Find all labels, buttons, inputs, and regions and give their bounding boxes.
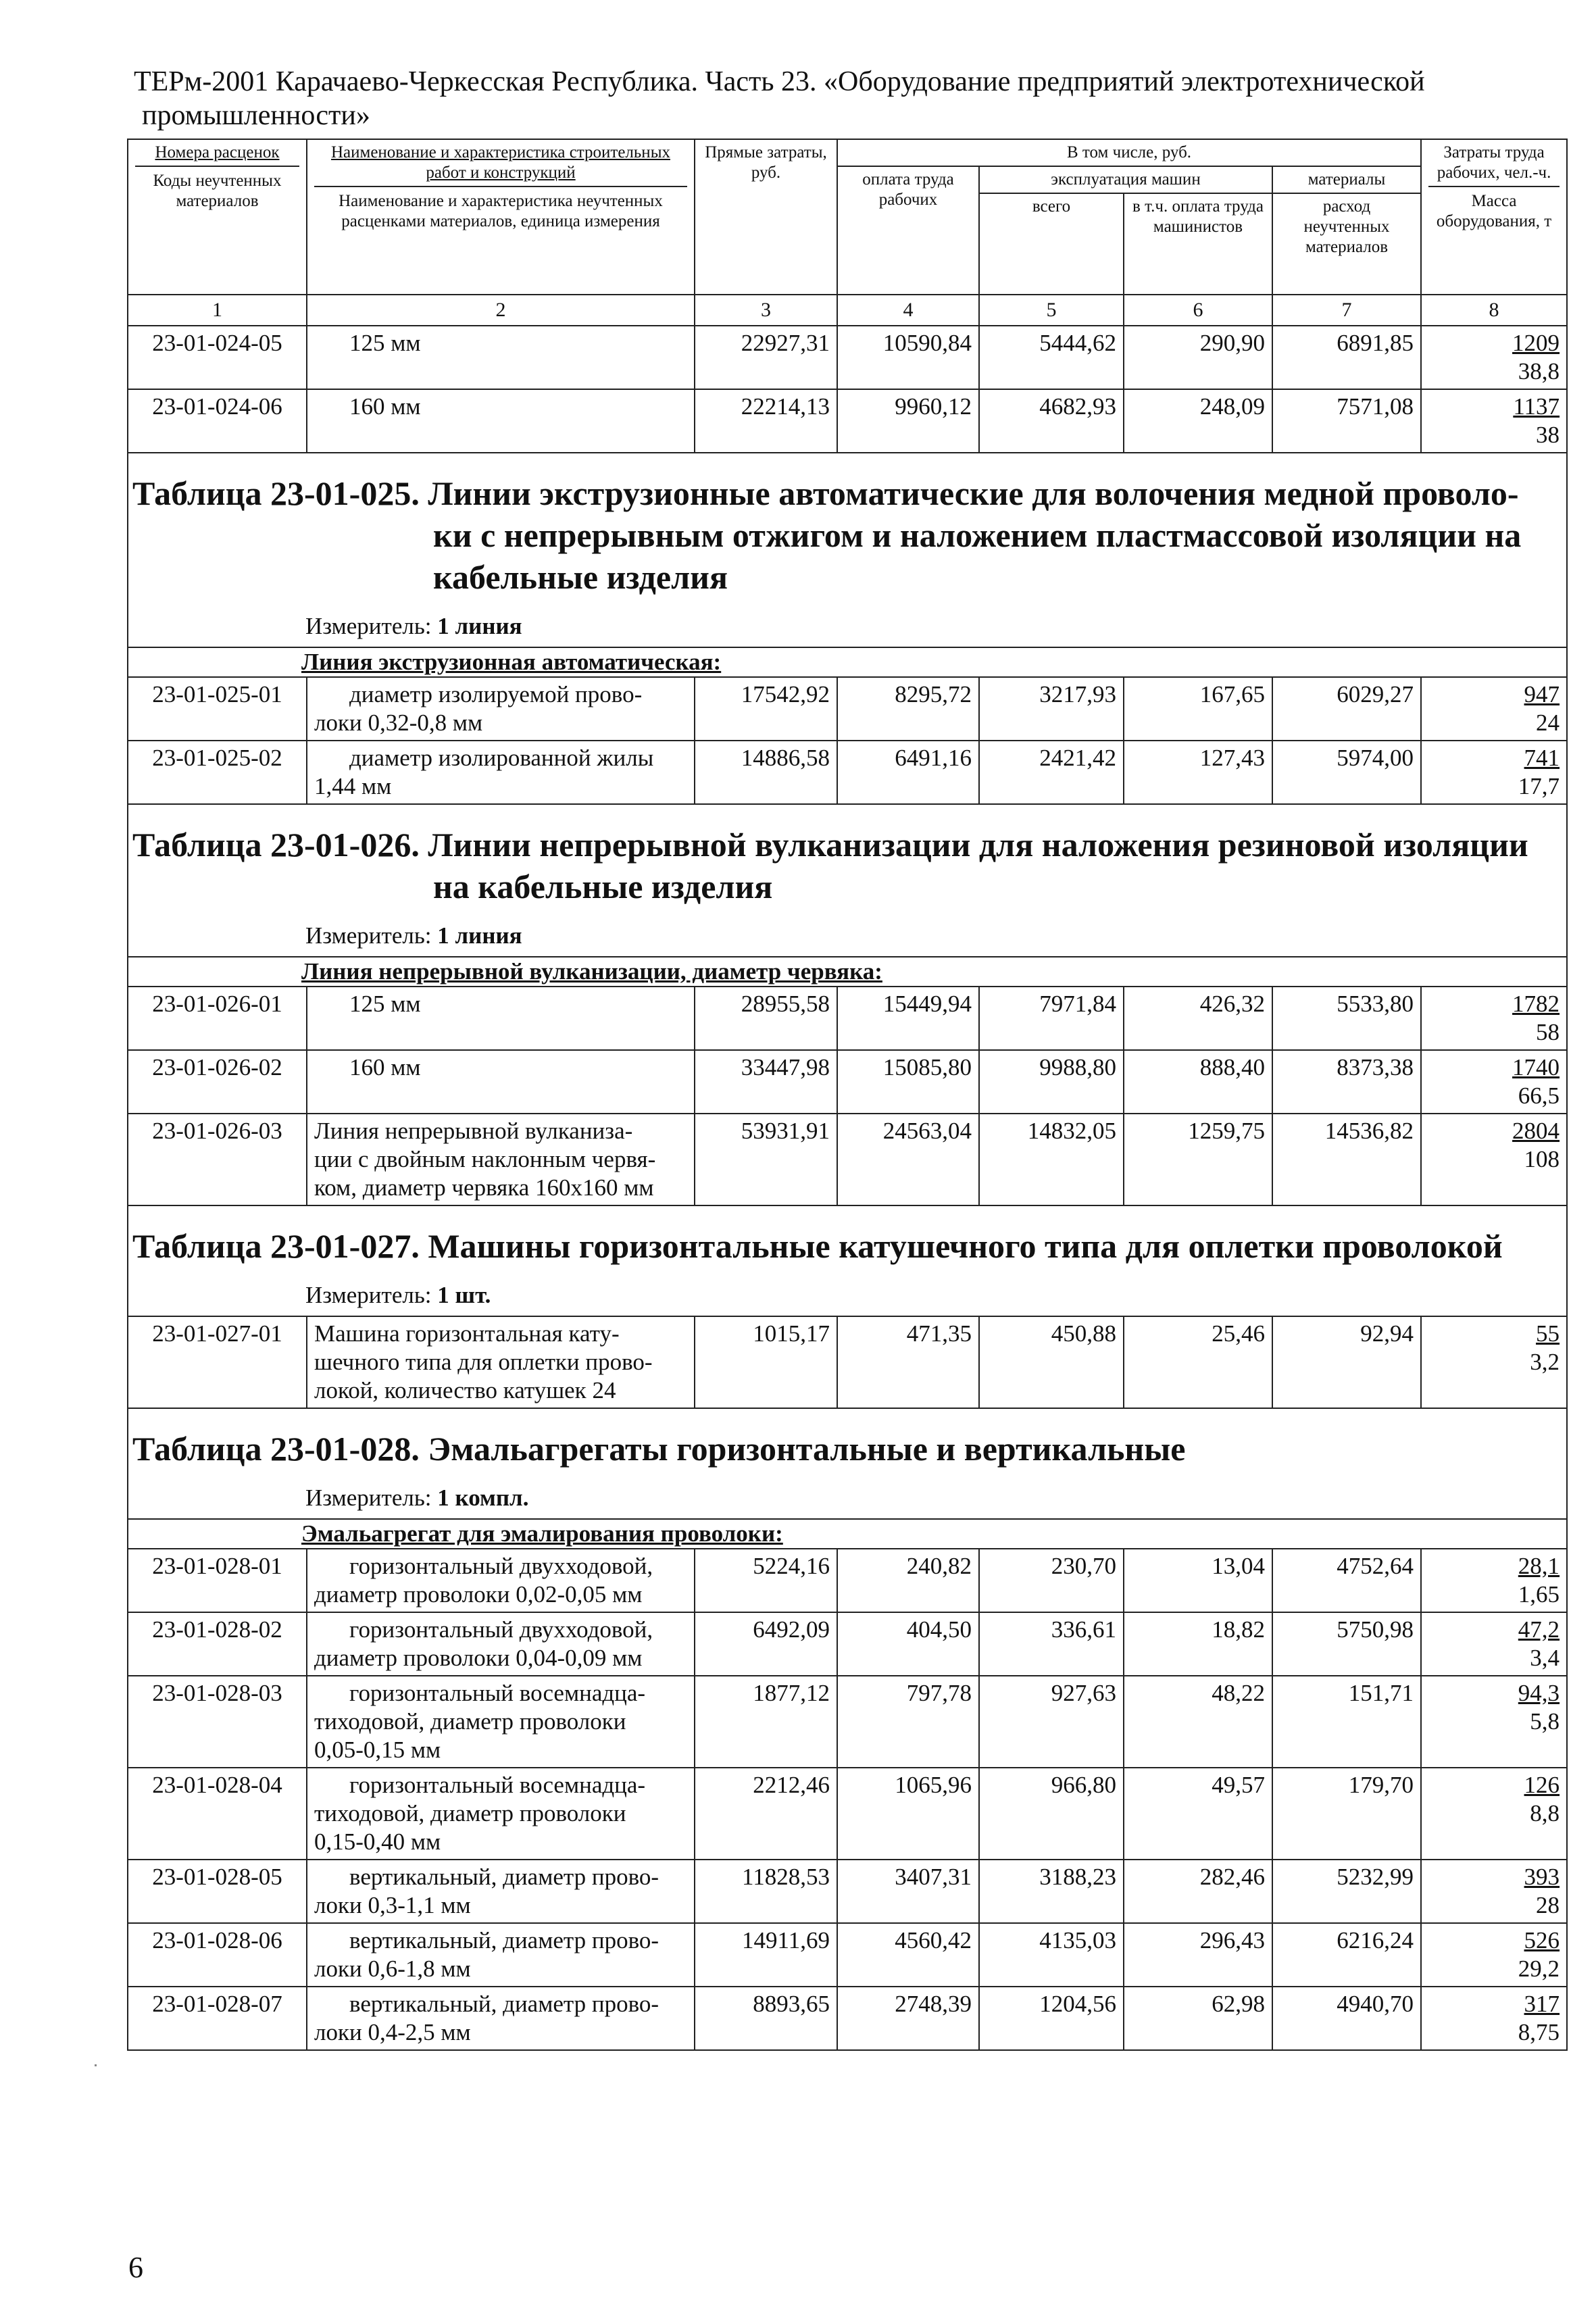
machines-total: 966,80 [979, 1768, 1124, 1860]
rate-name-text: локи 0,4-2,5 мм [314, 2019, 471, 2045]
labor-and-mass [1421, 1923, 1567, 1987]
table-row [128, 741, 1567, 804]
materials: 14536,82 [1272, 1114, 1421, 1205]
labor-pay: 15085,80 [837, 1050, 979, 1114]
section-026-header [128, 804, 1567, 957]
materials: 5974,00 [1272, 741, 1421, 804]
table-row [128, 326, 1567, 389]
materials: 7571,08 [1272, 389, 1421, 453]
equipment-mass: 38,8 [1518, 358, 1560, 384]
rate-name-text: 125 мм [349, 330, 421, 356]
header-name-bottom: Наименование и характеристика неучтенных расценками материалов, единица измерения [339, 192, 663, 230]
rate-name [307, 1676, 695, 1768]
column-number: 5 [979, 295, 1124, 326]
rate-code: 23-01-026-03 [128, 1114, 307, 1205]
rate-name [307, 741, 695, 804]
price-table-sheet [127, 139, 1566, 2051]
rate-name-text: горизонтальный восемнадца- [349, 1680, 646, 1706]
section-title-line: Таблица 23-01-028. Эмальагрегаты горизонтальные и вертикальные [132, 1430, 1186, 1468]
machinists-pay: 296,43 [1124, 1923, 1272, 1987]
direct-cost: 33447,98 [695, 1050, 837, 1114]
meter-value: 1 линия [437, 613, 522, 639]
rate-name-text: диаметр изолируемой прово- [349, 681, 643, 707]
direct-cost: 14911,69 [695, 1923, 837, 1987]
table-row [128, 389, 1567, 453]
section-title-line: ки с непрерывным отжигом и наложением пластмассовой изоляции на [433, 516, 1522, 554]
header-name-top: Наименование и характеристика строительных работ и конструкций [314, 143, 687, 187]
rate-name-text: диаметр проволоки 0,04-0,09 мм [314, 1645, 643, 1671]
machinists-pay: 248,09 [1124, 389, 1272, 453]
labor-hours: 1782 [1512, 991, 1560, 1017]
rate-name [307, 1923, 695, 1987]
labor-hours: 393 [1524, 1864, 1560, 1890]
header-line-2: промышленности» [142, 100, 370, 131]
direct-cost: 8893,65 [695, 1987, 837, 2050]
rate-name-text: вертикальный, диаметр прово- [349, 1927, 659, 1953]
labor-hours: 94,3 [1518, 1680, 1560, 1706]
machines-total: 9988,80 [979, 1050, 1124, 1114]
table-row [128, 1050, 1567, 1114]
machines-total: 4682,93 [979, 389, 1124, 453]
equipment-mass: 3,2 [1530, 1349, 1560, 1375]
meter-value: 1 компл. [437, 1485, 529, 1511]
header-machines-pay: в т.ч. оплата труда машинистов [1124, 193, 1272, 295]
rate-name-text: 160 мм [349, 1054, 421, 1080]
machines-total: 230,70 [979, 1549, 1124, 1612]
labor-hours: 2804 [1512, 1118, 1560, 1144]
direct-cost: 11828,53 [695, 1860, 837, 1923]
rate-name-text: 1,44 мм [314, 773, 392, 799]
labor-and-mass [1421, 1612, 1567, 1676]
equipment-mass: 66,5 [1518, 1082, 1560, 1109]
section-028-group [128, 1519, 1567, 1549]
rate-name-text: Линия непрерывной вулканиза- [314, 1118, 633, 1144]
header-direct-costs: Прямые затраты, руб. [695, 139, 837, 295]
machines-total: 7971,84 [979, 987, 1124, 1050]
labor-pay: 24563,04 [837, 1114, 979, 1205]
labor-pay: 240,82 [837, 1549, 979, 1612]
labor-hours: 526 [1524, 1927, 1560, 1953]
materials: 5750,98 [1272, 1612, 1421, 1676]
direct-cost: 22927,31 [695, 326, 837, 389]
rate-name [307, 1768, 695, 1860]
labor-pay: 6491,16 [837, 741, 979, 804]
rate-name-text: 160 мм [349, 393, 421, 420]
section-028-header [128, 1408, 1567, 1519]
machinists-pay: 62,98 [1124, 1987, 1272, 2050]
labor-hours: 47,2 [1518, 1616, 1560, 1643]
rate-name [307, 677, 695, 741]
direct-cost: 22214,13 [695, 389, 837, 453]
section-027-title [132, 1225, 1560, 1267]
table-row [128, 1549, 1567, 1612]
equipment-mass: 17,7 [1518, 773, 1560, 799]
section-025-title [132, 472, 1560, 598]
materials: 4752,64 [1272, 1549, 1421, 1612]
rate-name-text: диаметр изолированной жилы [349, 745, 654, 771]
labor-hours: 947 [1524, 681, 1560, 707]
section-027-header [128, 1205, 1567, 1316]
materials: 5232,99 [1272, 1860, 1421, 1923]
labor-and-mass [1421, 741, 1567, 804]
rate-code: 23-01-028-04 [128, 1768, 307, 1860]
equipment-mass: 8,8 [1530, 1800, 1560, 1826]
rate-name-text: ции с двойным наклонным червя- [314, 1146, 656, 1172]
labor-hours: 1740 [1512, 1054, 1560, 1080]
equipment-mass: 3,4 [1530, 1645, 1560, 1671]
labor-pay: 10590,84 [837, 326, 979, 389]
rate-name [307, 1612, 695, 1676]
rate-name [307, 1860, 695, 1923]
direct-cost: 28955,58 [695, 987, 837, 1050]
section-028-meter [132, 1483, 1560, 1513]
machines-total: 927,63 [979, 1676, 1124, 1768]
meter-label: Измеритель: [305, 613, 438, 639]
group-title: Линия непрерывной вулканизации, диаметр червяка: [128, 957, 1567, 987]
rate-code: 23-01-028-01 [128, 1549, 307, 1612]
price-table [127, 139, 1568, 2051]
labor-pay: 2748,39 [837, 1987, 979, 2050]
labor-hours: 28,1 [1518, 1553, 1560, 1579]
header-codes-bottom: Коды неучтенных материалов [153, 172, 282, 210]
equipment-mass: 29,2 [1518, 1956, 1560, 1982]
labor-pay: 8295,72 [837, 677, 979, 741]
rate-name-text: горизонтальный двухходовой, [349, 1553, 653, 1579]
table-row [128, 1987, 1567, 2050]
header-machines: эксплуатация машин [979, 166, 1272, 193]
rate-name-text: вертикальный, диаметр прово- [349, 1991, 659, 2017]
labor-pay: 471,35 [837, 1316, 979, 1408]
labor-hours: 1137 [1513, 393, 1560, 420]
machines-total: 3217,93 [979, 677, 1124, 741]
direct-cost: 2212,46 [695, 1768, 837, 1860]
machinists-pay: 13,04 [1124, 1549, 1272, 1612]
labor-pay: 1065,96 [837, 1768, 979, 1860]
materials: 6029,27 [1272, 677, 1421, 741]
machines-total: 2421,42 [979, 741, 1124, 804]
equipment-mass: 108 [1524, 1146, 1560, 1172]
header-labor-top: Затраты труда рабочих, чел.-ч. [1428, 143, 1560, 187]
machinists-pay: 888,40 [1124, 1050, 1272, 1114]
labor-and-mass [1421, 677, 1567, 741]
rate-name-text: тиходовой, диаметр проволоки [314, 1708, 626, 1735]
section-025-title-cell [128, 453, 1567, 647]
section-title-line: кабельные изделия [433, 558, 728, 596]
machines-total: 3188,23 [979, 1860, 1124, 1923]
section-026-title-cell [128, 804, 1567, 957]
machinists-pay: 48,22 [1124, 1676, 1272, 1768]
column-number: 1 [128, 295, 307, 326]
rate-code: 23-01-024-05 [128, 326, 307, 389]
rate-name-text: вертикальный, диаметр прово- [349, 1864, 659, 1890]
machines-total: 14832,05 [979, 1114, 1124, 1205]
rate-name-text: диаметр проволоки 0,02-0,05 мм [314, 1581, 643, 1608]
labor-and-mass [1421, 1114, 1567, 1205]
labor-and-mass [1421, 1768, 1567, 1860]
equipment-mass: 38 [1536, 422, 1560, 448]
machinists-pay: 25,46 [1124, 1316, 1272, 1408]
rate-code: 23-01-028-06 [128, 1923, 307, 1987]
labor-and-mass [1421, 1050, 1567, 1114]
section-027-meter [132, 1280, 1560, 1310]
machinists-pay: 282,46 [1124, 1860, 1272, 1923]
header-labor-bottom: Масса оборудования, т [1436, 192, 1552, 230]
rate-name [307, 389, 695, 453]
rate-code: 23-01-028-07 [128, 1987, 307, 2050]
rate-code: 23-01-028-05 [128, 1860, 307, 1923]
section-title-line: Таблица 23-01-025. Линии экструзионные автоматические для волочения медной проволо- [132, 474, 1519, 512]
rate-code: 23-01-025-01 [128, 677, 307, 741]
table-row [128, 1923, 1567, 1987]
rate-code: 23-01-028-02 [128, 1612, 307, 1676]
labor-and-mass [1421, 1860, 1567, 1923]
rate-name [307, 1114, 695, 1205]
page-number: 6 [128, 2251, 143, 2284]
materials: 151,71 [1272, 1676, 1421, 1768]
direct-cost: 17542,92 [695, 677, 837, 741]
labor-and-mass [1421, 1987, 1567, 2050]
column-number: 3 [695, 295, 837, 326]
materials: 6891,85 [1272, 326, 1421, 389]
header-line-1: ТЕРм-2001 Карачаево-Черкесская Республика. Часть 23. «Оборудование предприятий электротехнической [134, 66, 1425, 97]
labor-hours: 741 [1524, 745, 1560, 771]
rate-name-text: Машина горизонтальная кату- [314, 1320, 620, 1347]
labor-pay: 9960,12 [837, 389, 979, 453]
materials: 179,70 [1272, 1768, 1421, 1860]
materials: 6216,24 [1272, 1923, 1421, 1987]
rate-code: 23-01-026-01 [128, 987, 307, 1050]
rate-name-text: 0,15-0,40 мм [314, 1828, 441, 1855]
labor-pay: 15449,94 [837, 987, 979, 1050]
header-codes-top: Номера расценок [135, 143, 299, 167]
direct-cost: 53931,91 [695, 1114, 837, 1205]
meter-label: Измеритель: [305, 1485, 438, 1511]
labor-pay: 3407,31 [837, 1860, 979, 1923]
rate-name-text: локи 0,6-1,8 мм [314, 1956, 471, 1982]
scan-speck [95, 2064, 97, 2066]
equipment-mass: 5,8 [1530, 1708, 1560, 1735]
section-title-line: Таблица 23-01-026. Линии непрерывной вулканизации для наложения резиновой изоляции [132, 826, 1528, 864]
materials: 4940,70 [1272, 1987, 1421, 2050]
header-codes [128, 139, 307, 295]
table-row [128, 1316, 1567, 1408]
table-row [128, 1114, 1567, 1205]
direct-cost: 1877,12 [695, 1676, 837, 1768]
meter-value: 1 шт. [437, 1282, 491, 1308]
section-028-title [132, 1428, 1560, 1470]
column-numbers-row [128, 295, 1567, 326]
table-row [128, 1676, 1567, 1768]
equipment-mass: 24 [1536, 710, 1560, 736]
rate-name-text: шечного типа для оплетки прово- [314, 1349, 653, 1375]
rate-name [307, 1050, 695, 1114]
table-row [128, 1768, 1567, 1860]
labor-pay: 404,50 [837, 1612, 979, 1676]
machinists-pay: 127,43 [1124, 741, 1272, 804]
section-025-group [128, 647, 1567, 677]
labor-and-mass [1421, 1549, 1567, 1612]
rate-name-text: локой, количество катушек 24 [314, 1377, 616, 1403]
section-027-title-cell [128, 1205, 1567, 1316]
labor-and-mass [1421, 1316, 1567, 1408]
rate-name [307, 987, 695, 1050]
labor-and-mass [1421, 1676, 1567, 1768]
header-labor-pay: оплата труда рабочих [837, 166, 979, 295]
materials: 8373,38 [1272, 1050, 1421, 1114]
meter-label: Измеритель: [305, 1282, 438, 1308]
equipment-mass: 28 [1536, 1892, 1560, 1918]
rate-name [307, 1549, 695, 1612]
rate-code: 23-01-028-03 [128, 1676, 307, 1768]
labor-and-mass [1421, 326, 1567, 389]
machines-total: 5444,62 [979, 326, 1124, 389]
column-number: 7 [1272, 295, 1421, 326]
labor-pay: 4560,42 [837, 1923, 979, 1987]
machinists-pay: 167,65 [1124, 677, 1272, 741]
rate-name-text: горизонтальный восемнадца- [349, 1772, 646, 1798]
labor-hours: 55 [1536, 1320, 1560, 1347]
rate-name [307, 326, 695, 389]
labor-and-mass [1421, 987, 1567, 1050]
machinists-pay: 426,32 [1124, 987, 1272, 1050]
rate-name-text: локи 0,32-0,8 мм [314, 710, 483, 736]
rate-code: 23-01-026-02 [128, 1050, 307, 1114]
header-materials: материалы [1272, 166, 1421, 193]
machines-total: 450,88 [979, 1316, 1124, 1408]
labor-hours: 126 [1524, 1772, 1560, 1798]
direct-cost: 1015,17 [695, 1316, 837, 1408]
rate-name-text: ком, диаметр червяка 160х160 мм [314, 1174, 654, 1201]
section-title-line: Таблица 23-01-027. Машины горизонтальные катушечного типа для оплетки проволокой [132, 1227, 1503, 1265]
meter-label: Измеритель: [305, 922, 438, 949]
page-header [134, 65, 1485, 132]
machinists-pay: 290,90 [1124, 326, 1272, 389]
section-025-meter [132, 612, 1560, 641]
table-header-row [128, 139, 1567, 166]
section-028-title-cell [128, 1408, 1567, 1519]
rate-name-text: 0,05-0,15 мм [314, 1737, 441, 1763]
header-name [307, 139, 695, 295]
table-row [128, 1860, 1567, 1923]
section-025-header [128, 453, 1567, 647]
table-row [128, 987, 1567, 1050]
machines-total: 336,61 [979, 1612, 1124, 1676]
section-026-meter [132, 921, 1560, 951]
machinists-pay: 18,82 [1124, 1612, 1272, 1676]
machines-total: 1204,56 [979, 1987, 1124, 2050]
machines-total: 4135,03 [979, 1923, 1124, 1987]
table-row [128, 1612, 1567, 1676]
equipment-mass: 58 [1536, 1019, 1560, 1045]
materials: 92,94 [1272, 1316, 1421, 1408]
column-number: 4 [837, 295, 979, 326]
header-machines-total: всего [979, 193, 1124, 295]
rate-code: 23-01-025-02 [128, 741, 307, 804]
rate-name-text: 125 мм [349, 991, 421, 1017]
materials: 5533,80 [1272, 987, 1421, 1050]
column-number: 2 [307, 295, 695, 326]
section-026-group [128, 957, 1567, 987]
section-026-title [132, 824, 1560, 907]
direct-cost: 14886,58 [695, 741, 837, 804]
labor-hours: 1209 [1512, 330, 1560, 356]
rate-name-text: горизонтальный двухходовой, [349, 1616, 653, 1643]
rate-name-text: тиходовой, диаметр проволоки [314, 1800, 626, 1826]
direct-cost: 6492,09 [695, 1612, 837, 1676]
group-title: Линия экструзионная автоматическая: [128, 647, 1567, 677]
meter-value: 1 линия [437, 922, 522, 949]
equipment-mass: 1,65 [1518, 1581, 1560, 1608]
rate-name [307, 1316, 695, 1408]
rate-name-text: локи 0,3-1,1 мм [314, 1892, 471, 1918]
machinists-pay: 1259,75 [1124, 1114, 1272, 1205]
labor-and-mass [1421, 389, 1567, 453]
labor-pay: 797,78 [837, 1676, 979, 1768]
column-number: 8 [1421, 295, 1567, 326]
header-labor [1421, 139, 1567, 295]
rate-name [307, 1987, 695, 2050]
column-number: 6 [1124, 295, 1272, 326]
direct-cost: 5224,16 [695, 1549, 837, 1612]
labor-hours: 317 [1524, 1991, 1560, 2017]
header-materials-sub: расход неучтенных материалов [1272, 193, 1421, 295]
table-row [128, 677, 1567, 741]
section-title-line: на кабельные изделия [433, 868, 773, 905]
equipment-mass: 8,75 [1518, 2019, 1560, 2045]
group-title: Эмальагрегат для эмалирования проволоки: [128, 1519, 1567, 1549]
header-including: В том числе, руб. [837, 139, 1421, 166]
rate-code: 23-01-024-06 [128, 389, 307, 453]
machinists-pay: 49,57 [1124, 1768, 1272, 1860]
rate-code: 23-01-027-01 [128, 1316, 307, 1408]
